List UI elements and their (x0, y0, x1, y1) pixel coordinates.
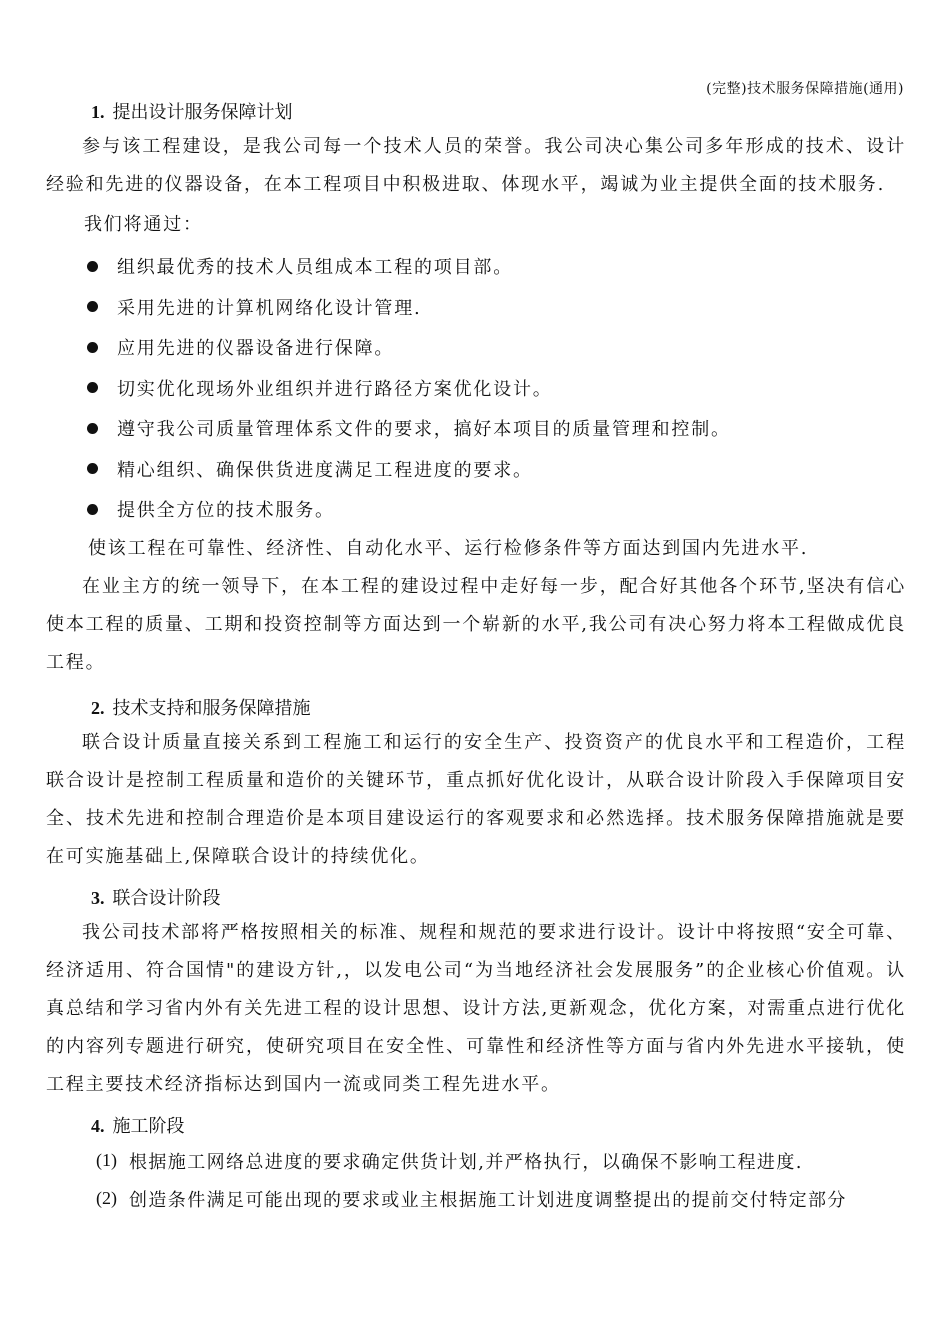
bullet-icon (87, 342, 98, 353)
section-number: 4. (91, 1115, 105, 1136)
item-text: 创造条件满足可能出现的要求或业主根据施工计划进度调整提出的提前交付特定部分 (129, 1189, 847, 1211)
bullet-text: 精心组织、确保供货进度满足工程进度的要求。 (117, 459, 533, 481)
document-body (46, 96, 906, 1218)
bullet-icon (87, 504, 98, 515)
section-1-result: 使该工程在可靠性、经济性、自动化水平、运行检修条件等方面达到国内先进水平. (88, 537, 809, 559)
section-2-body: 联合设计质量直接关系到工程施工和运行的安全生产、投资资产的优良水平和工程造价，工程联合设计是控制工程质量和造价的关键环节，重点抓好优化设计，从联合设计阶段入手保障项目安全、技术先进和控制合理造价是本项目建设运行的客观要求和必然选择。技术服务保障措施就是要在可实施基础上,保障联合设计的持续优化。 (46, 731, 906, 867)
bullet-icon (87, 463, 98, 474)
bullet-item (46, 246, 906, 287)
bullet-icon (87, 423, 98, 434)
bullet-text: 切实优化现场外业组织并进行路径方案优化设计。 (117, 378, 553, 400)
section-number: 3. (91, 887, 105, 908)
section-1-intro: 参与该工程建设，是我公司每一个技术人员的荣誉。我公司决心集公司多年形成的技术、设计经验和先进的仪器设备，在本工程项目中积极进取、体现水平，竭诚为业主提供全面的技术服务. (46, 136, 906, 195)
bullet-item (46, 368, 906, 409)
bullet-item (46, 449, 906, 490)
bullet-item (46, 327, 906, 368)
section-3-body: 我公司技术部将严格按照相关的标准、规程和规范的要求进行设计。设计中将按照“安全可靠、经济适用、符合国情"的建设方针,，以发电公司“为当地经济社会发展服务”的企业核心价值观。认真总结和学习省内外有关先进工程的设计思想、设计方法,更新观念，优化方案，对需重点进行优化的内容列专题进行研究，使研究项目在安全性、可靠性和经济性等方面与省内外先进水平接轨，使工程主要技术经济指标达到国内一流或同类工程先进水平。 (46, 921, 906, 1095)
bullet-item (46, 287, 906, 328)
bullet-icon (87, 301, 98, 312)
section-number: 1. (91, 102, 105, 122)
section-number: 2. (91, 697, 105, 718)
section-title: 技术支持和服务保障措施 (112, 697, 311, 719)
bullet-text: 遵守我公司质量管理体系文件的要求，搞好本项目的质量管理和控制。 (117, 419, 731, 441)
bullet-item (46, 408, 906, 449)
bullet-text: 提供全方位的技术服务。 (117, 500, 335, 522)
section-1-closing: 在业主方的统一领导下，在本工程的建设过程中走好每一步，配合好其他各个环节,坚决有信心使本工程的质量、工期和投资控制等方面达到一个崭新的水平,我公司有决心努力将本工程做成优良工程。 (46, 575, 906, 673)
numbered-item (46, 1180, 906, 1218)
numbered-item (46, 1142, 906, 1180)
section-4-heading (46, 1110, 906, 1142)
section-1-lead: 我们将通过： (84, 214, 203, 235)
page-header: (完整)技术服务保障措施(通用) (706, 81, 904, 97)
section-3-heading (46, 882, 906, 914)
section-title: 联合设计阶段 (112, 887, 221, 909)
bullet-text: 组织最优秀的技术人员组成本工程的项目部。 (117, 257, 513, 279)
item-index: (1) (96, 1150, 117, 1170)
bullet-list (46, 246, 906, 530)
section-2-heading (46, 692, 906, 724)
bullet-item (46, 489, 906, 530)
bullet-text: 应用先进的仪器设备进行保障。 (117, 338, 395, 360)
section-1-heading (46, 96, 906, 128)
section-title: 施工阶段 (112, 1115, 185, 1137)
bullet-icon (87, 382, 98, 393)
item-text: 根据施工网络总进度的要求确定供货计划,并严格执行，以确保不影响工程进度. (129, 1151, 803, 1173)
bullet-icon (87, 261, 98, 272)
section-title: 提出设计服务保障计划 (112, 102, 293, 123)
bullet-text: 采用先进的计算机网络化设计管理. (117, 297, 422, 319)
item-index: (2) (96, 1188, 117, 1208)
